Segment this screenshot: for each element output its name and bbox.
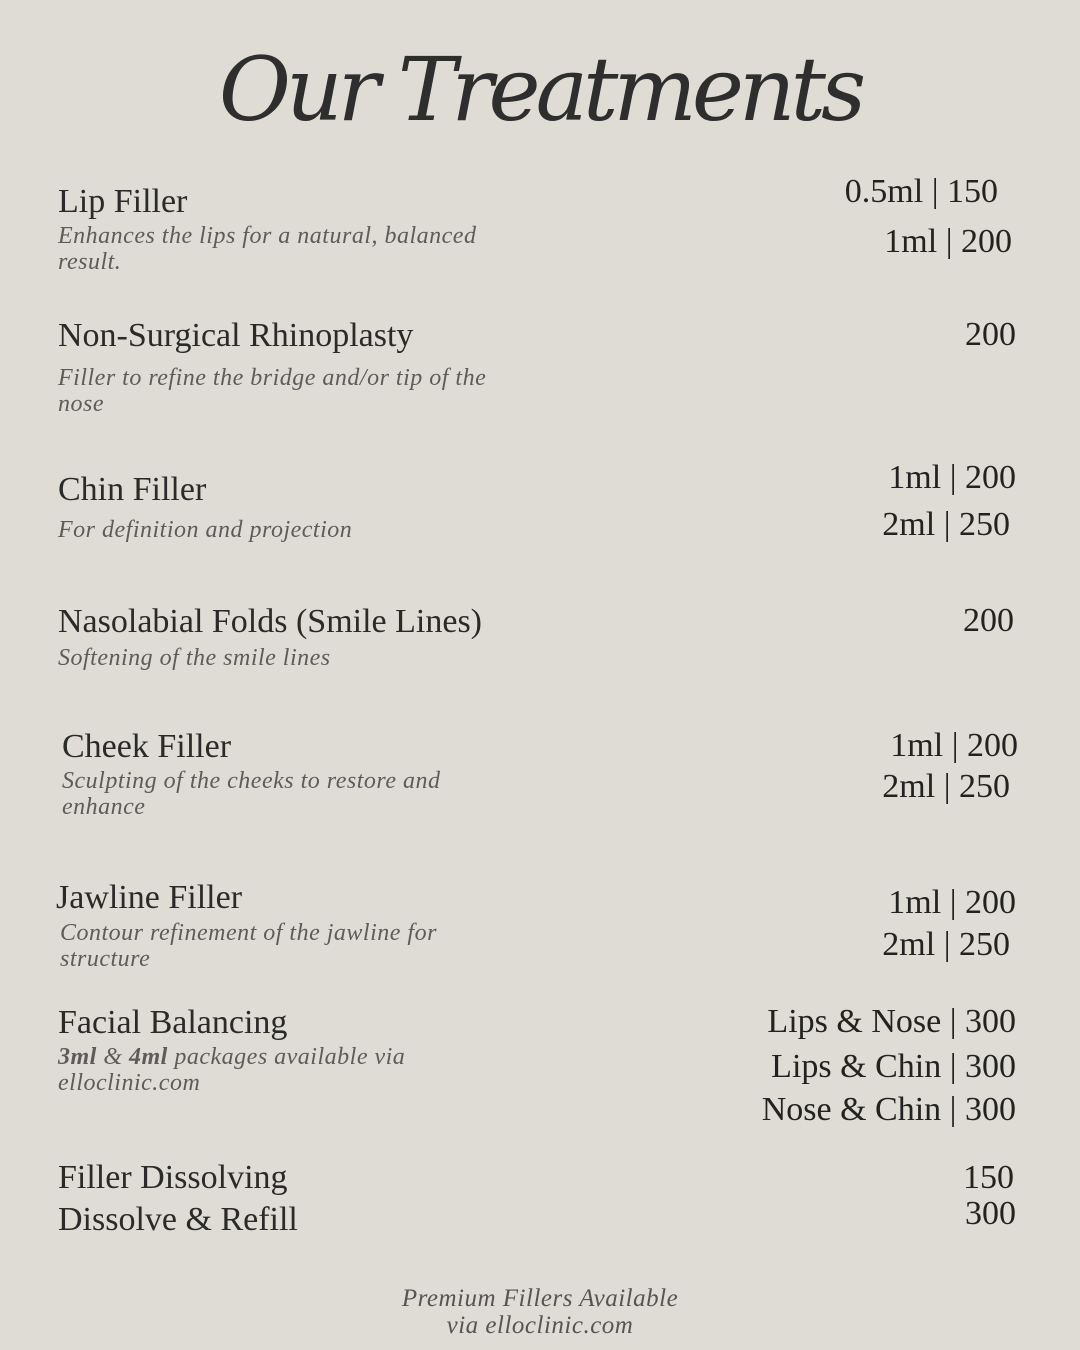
treatment-name: Dissolve & Refill <box>58 1201 298 1238</box>
price-line: Lips & Chin | 300 <box>771 1048 1016 1085</box>
price-line: 1ml | 200 <box>890 727 1018 764</box>
price-line: 150 <box>963 1159 1014 1196</box>
treatment-name: Facial Balancing <box>58 1004 288 1041</box>
treatment-name: Non-Surgical Rhinoplasty <box>58 317 414 354</box>
price-line: 200 <box>963 602 1014 639</box>
price-line: 200 <box>965 316 1016 353</box>
price-line: 2ml | 250 <box>882 506 1010 543</box>
price-line: 1ml | 200 <box>884 223 1012 260</box>
treatment-description: For definition and projection <box>58 517 353 543</box>
treatment-description: Enhances the lips for a natural, balanced result. <box>58 223 477 275</box>
treatment-description: Softening of the smile lines <box>58 645 331 671</box>
price-line: 2ml | 250 <box>882 768 1010 805</box>
treatment-name: Filler Dissolving <box>58 1159 288 1196</box>
treatment-description: Filler to refine the bridge and/or tip of the nose <box>58 365 487 417</box>
price-line: Nose & Chin | 300 <box>761 1091 1016 1128</box>
treatment-name: Jawline Filler <box>56 879 243 916</box>
price-line: 1ml | 200 <box>888 459 1016 496</box>
price-line: 0.5ml | 150 <box>844 173 998 210</box>
footer <box>0 1285 1080 1339</box>
treatment-name: Cheek Filler <box>62 728 232 765</box>
treatment-name: Chin Filler <box>58 471 207 508</box>
footer-line-2: via elloclinic.com <box>446 1312 634 1339</box>
treatment-name: Lip Filler <box>58 183 188 220</box>
treatment-description: Sculpting of the cheeks to restore and enhance <box>62 768 441 820</box>
price-line: 1ml | 200 <box>888 884 1016 921</box>
price-line: 2ml | 250 <box>882 926 1010 963</box>
footer-line-1: Premium Fillers Available <box>401 1285 679 1312</box>
treatment-description: 3ml & 4ml packages available via elloclinic.com <box>58 1044 406 1096</box>
price-line: 300 <box>965 1195 1016 1232</box>
page-title: Our Treatments <box>218 38 862 141</box>
price-line: Lips & Nose | 300 <box>767 1003 1016 1040</box>
treatment-name: Nasolabial Folds (Smile Lines) <box>58 603 483 640</box>
treatment-description: Contour refinement of the jawline for structure <box>60 920 437 972</box>
